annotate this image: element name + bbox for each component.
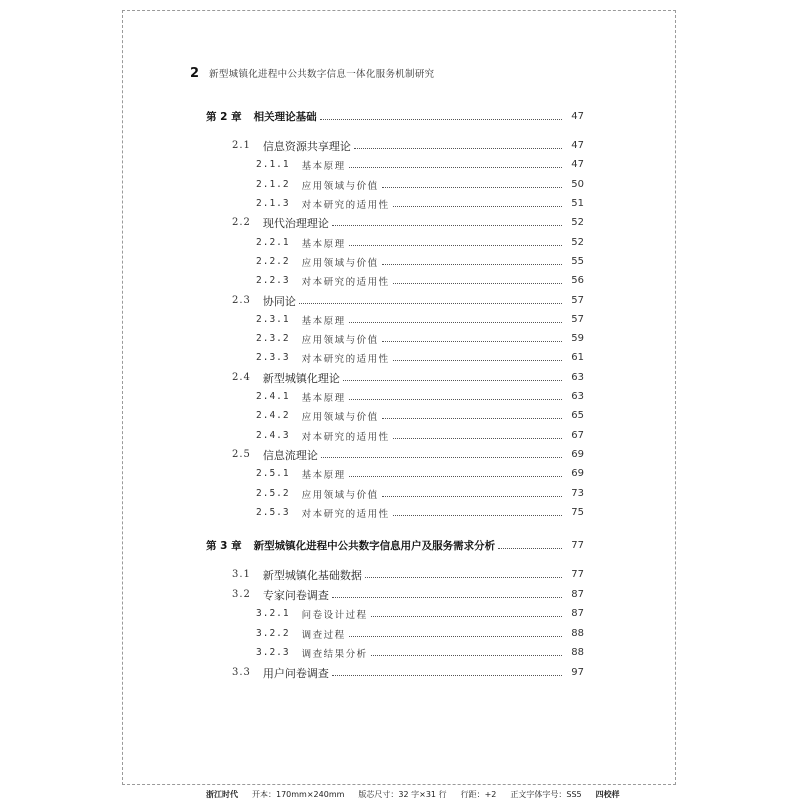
toc-title: 对本研究的适用性 [301,353,390,365]
toc-title: 调查过程 [301,629,346,641]
toc-number: 2.2.3 [256,275,290,286]
toc-number: 2.5 [232,449,251,460]
toc-section [232,565,584,584]
footer-layout-size: 版芯尺寸：32 字×31 行 [358,790,447,799]
toc-section [232,136,584,155]
toc-leader-dots [299,303,562,304]
toc-number: 2.5.1 [256,468,290,479]
toc-subsection [256,624,584,643]
toc-number: 2.3 [232,295,251,306]
toc-number: 3.3 [232,667,251,678]
toc-subsection [256,233,584,252]
toc-chapter [206,536,584,555]
toc-leader-dots [321,457,562,458]
toc-title: 应用领域与价值 [301,180,379,192]
toc-page-number: 97 [571,667,584,678]
toc-leader-dots [382,264,562,265]
toc-section [232,585,584,604]
toc-leader-dots [320,119,562,120]
toc-title: 新型城镇化进程中公共数字信息用户及服务需求分析 [253,540,496,552]
toc-page-number: 77 [571,540,584,551]
toc-subsection [256,155,584,174]
toc-title: 基本原理 [301,315,346,327]
print-footer [206,789,620,800]
footer-proof: 四校样 [595,790,620,799]
toc-number: 2.4 [232,372,251,383]
toc-subsection [256,484,584,503]
toc-leader-dots [354,148,562,149]
toc-page-number: 73 [571,488,584,499]
toc-number: 2.5.2 [256,488,290,499]
toc-number: 2.1.1 [256,159,290,170]
toc-subsection [256,604,584,623]
toc-page-number: 63 [571,391,584,402]
toc-subsection [256,406,584,425]
toc-leader-dots [349,476,562,477]
toc-page-number: 52 [571,237,584,248]
toc-page-number: 57 [571,295,584,306]
toc-title: 问卷设计过程 [301,609,368,621]
toc-number: 2.3.2 [256,333,290,344]
toc-page-number: 67 [571,430,584,441]
toc-number: 2.3.1 [256,314,290,325]
toc-leader-dots [332,225,562,226]
toc-number: 第 3 章 [206,540,242,552]
toc-number: 2.1.3 [256,198,290,209]
toc-subsection [256,175,584,194]
toc-leader-dots [371,616,562,617]
toc-title: 信息流理论 [262,448,318,462]
toc-title: 调查结果分析 [301,648,368,660]
toc-page-number: 87 [571,608,584,619]
toc-page-number: 47 [571,159,584,170]
toc-title: 信息资源共享理论 [262,139,351,153]
toc-title: 应用领域与价值 [301,334,379,346]
toc-leader-dots [393,438,562,439]
toc-title: 用户问卷调查 [262,666,329,680]
toc-number: 2.2 [232,217,251,228]
toc-leader-dots [393,515,562,516]
toc-number: 2.2.2 [256,256,290,267]
toc-title: 基本原理 [301,469,346,481]
toc-number: 2.4.3 [256,430,290,441]
toc-title: 基本原理 [301,392,346,404]
toc-page-number: 57 [571,314,584,325]
page-number: 2 [190,66,200,81]
toc-leader-dots [349,245,562,246]
toc-page-number: 50 [571,179,584,190]
toc-leader-dots [365,577,562,578]
footer-format: 开本：170mm×240mm [252,790,345,799]
toc-page-number: 59 [571,333,584,344]
toc-title: 对本研究的适用性 [301,431,390,443]
toc-subsection [256,348,584,367]
toc-number: 2.2.1 [256,237,290,248]
toc-page-number: 88 [571,628,584,639]
book-title: 新型城镇化进程中公共数字信息一体化服务机制研究 [209,69,435,80]
toc-leader-dots [393,283,562,284]
toc-page-number: 56 [571,275,584,286]
toc-leader-dots [332,597,562,598]
toc-number: 第 2 章 [206,111,242,123]
toc-title: 新型城镇化基础数据 [262,568,362,582]
footer-publisher: 浙江时代 [206,790,238,799]
toc-leader-dots [393,360,562,361]
toc-subsection [256,426,584,445]
toc-page-number: 47 [571,140,584,151]
toc-page-number: 69 [571,468,584,479]
toc-section [232,213,584,232]
toc-leader-dots [343,380,562,381]
toc-section [232,663,584,682]
toc-number: 2.1 [232,140,251,151]
toc-page-number: 87 [571,589,584,600]
toc-subsection [256,329,584,348]
toc-title: 应用领域与价值 [301,257,379,269]
toc-subsection [256,252,584,271]
toc-title: 应用领域与价值 [301,489,379,501]
toc-title: 相关理论基础 [253,111,317,123]
toc-subsection [256,503,584,522]
toc-number: 3.2.1 [256,608,290,619]
toc-leader-dots [349,322,562,323]
toc-number: 2.1.2 [256,179,290,190]
toc-title: 基本原理 [301,160,346,172]
toc-title: 应用领域与价值 [301,411,379,423]
toc-leader-dots [382,418,562,419]
toc-leader-dots [382,341,562,342]
toc-number: 2.5.3 [256,507,290,518]
toc-subsection [256,271,584,290]
toc-page-number: 88 [571,647,584,658]
toc-number: 3.2 [232,589,251,600]
toc-page-number: 61 [571,352,584,363]
toc-leader-dots [498,548,562,549]
toc-page-number: 77 [571,569,584,580]
toc-leader-dots [371,655,562,656]
footer-font-size: 正文字体字号：SS5 [510,790,582,799]
toc-section [232,445,584,464]
toc-title: 协同论 [262,294,296,308]
footer-line-spacing: 行距：+2 [460,790,497,799]
toc-leader-dots [382,187,562,188]
toc-leader-dots [393,206,562,207]
toc-subsection [256,464,584,483]
toc-page-number: 47 [571,111,584,122]
toc-subsection [256,310,584,329]
toc-leader-dots [349,167,562,168]
toc-subsection [256,643,584,662]
toc-page-number: 55 [571,256,584,267]
toc-number: 3.2.2 [256,628,290,639]
toc-title: 对本研究的适用性 [301,508,390,520]
toc-section [232,291,584,310]
toc-title: 新型城镇化理论 [262,371,340,385]
toc-page-number: 75 [571,507,584,518]
toc-title: 现代治理理论 [262,216,329,230]
toc-title: 对本研究的适用性 [301,199,390,211]
toc-leader-dots [349,636,562,637]
toc-number: 2.4.2 [256,410,290,421]
toc-title: 基本原理 [301,238,346,250]
toc-page-number: 69 [571,449,584,460]
toc-section [232,368,584,387]
toc-leader-dots [332,675,562,676]
toc-subsection [256,194,584,213]
toc-page-number: 52 [571,217,584,228]
toc-number: 3.2.3 [256,647,290,658]
toc-number: 2.4.1 [256,391,290,402]
toc-number: 3.1 [232,569,251,580]
toc-number: 2.3.3 [256,352,290,363]
toc-page-number: 51 [571,198,584,209]
toc-leader-dots [382,496,562,497]
toc-page-number: 63 [571,372,584,383]
toc-title: 对本研究的适用性 [301,276,390,288]
toc-leader-dots [349,399,562,400]
toc-subsection [256,387,584,406]
toc-title: 专家问卷调查 [262,588,329,602]
toc-chapter [206,107,584,126]
toc-page-number: 65 [571,410,584,421]
